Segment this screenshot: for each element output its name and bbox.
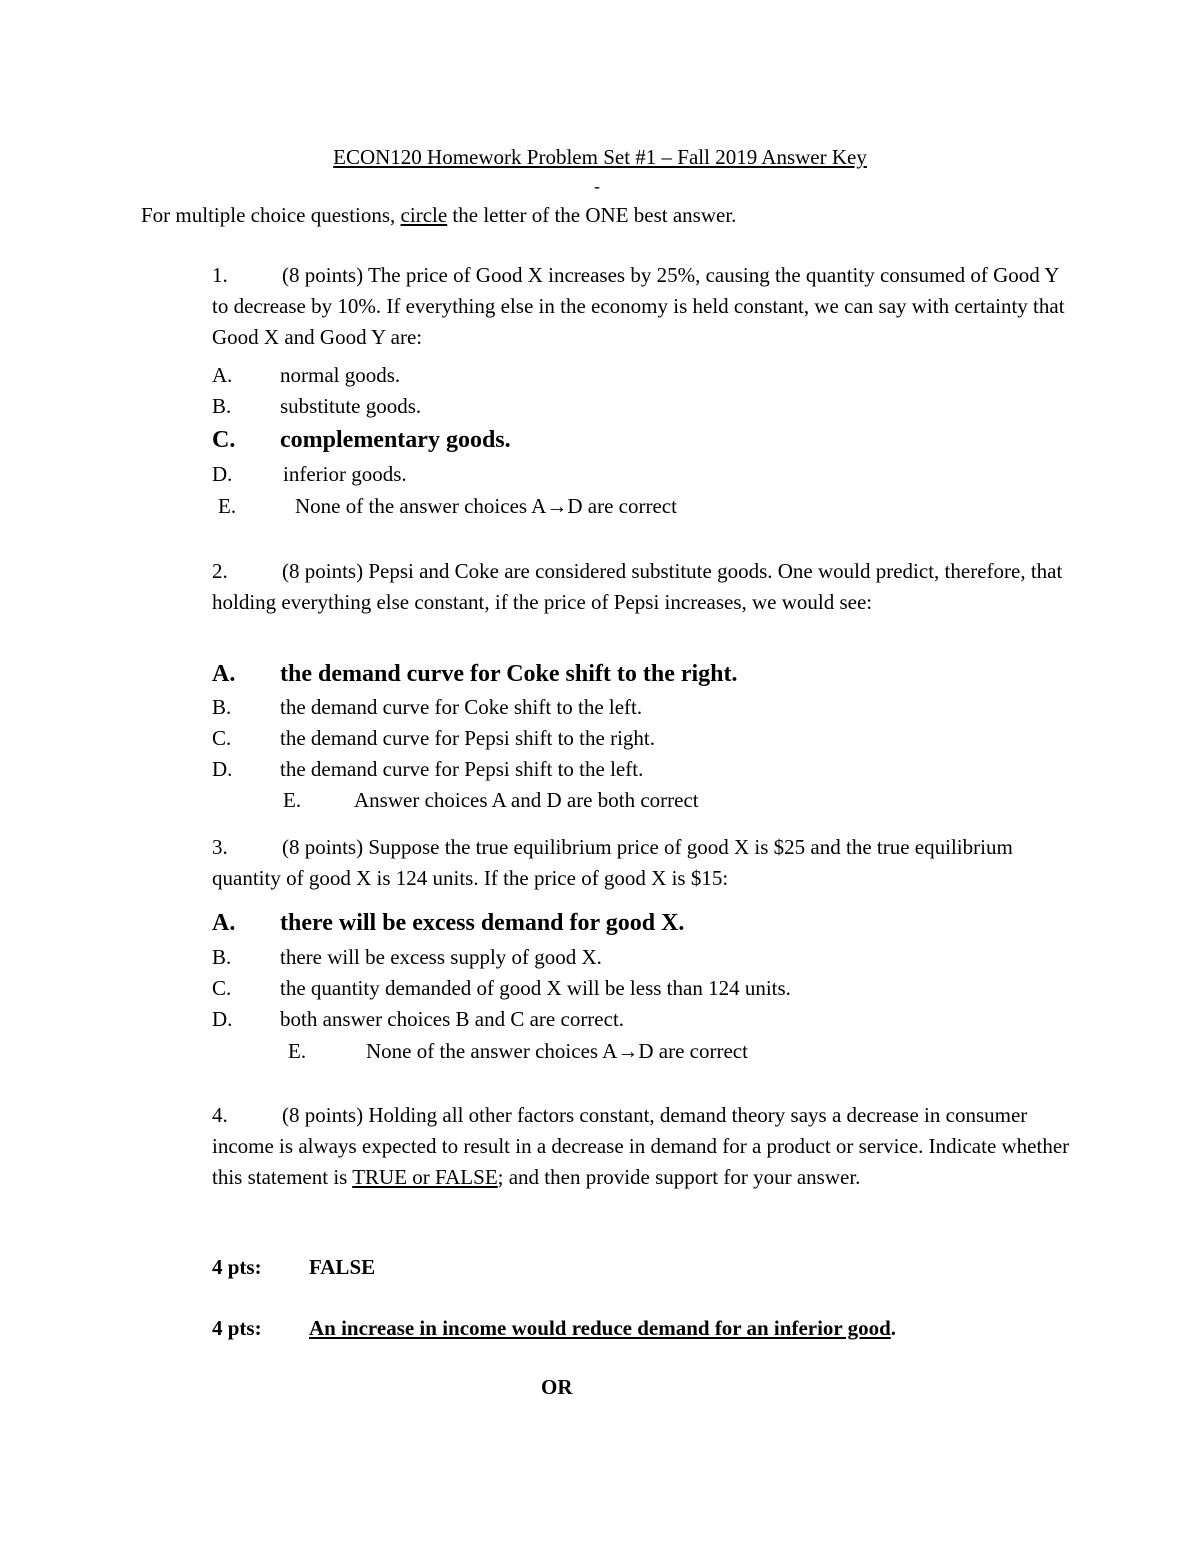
q3-choice-a-text: there will be excess demand for good X. xyxy=(280,910,685,936)
q2-choice-e xyxy=(283,785,699,816)
q4-answer-1-text: FALSE xyxy=(309,1255,376,1279)
instructions-circle: circle xyxy=(400,203,448,227)
q1-choice-a-text: normal goods. xyxy=(280,363,401,387)
q1-choice-e-letter: E. xyxy=(218,494,237,518)
instructions-prefix: For multiple choice questions, xyxy=(141,203,401,227)
question-1-number: 1. xyxy=(212,263,228,287)
q3-choice-d-letter: D. xyxy=(212,1007,233,1031)
q3-choice-c-letter: C. xyxy=(212,976,232,1000)
q2-choice-b-text: the demand curve for Coke shift to the left. xyxy=(280,695,643,719)
question-2-stem: (8 points) Pepsi and Coke are considered substitute goods. One would predict, therefore, that holding everything else constant, if the price of Pepsi increases, we would see: xyxy=(212,559,1063,614)
q3-choice-b-text: there will be excess supply of good X. xyxy=(280,945,602,969)
question-2-number: 2. xyxy=(212,559,228,583)
q2-choice-b-letter: B. xyxy=(212,695,232,719)
q2-choice-b xyxy=(212,692,642,723)
q1-choice-c-letter: C. xyxy=(212,427,236,453)
q3-choice-e xyxy=(288,1036,748,1067)
instructions-suffix: the letter of the ONE best answer. xyxy=(447,203,737,227)
q4-answer-2 xyxy=(212,1313,896,1344)
q3-choice-d-text: both answer choices B and C are correct. xyxy=(280,1007,625,1031)
q1-choice-b-text: substitute goods. xyxy=(280,394,422,418)
q4-answer-1 xyxy=(212,1252,375,1283)
q1-choice-a xyxy=(212,360,400,391)
q2-choice-a-correct xyxy=(212,658,738,690)
q4-answer-2-text: An increase in income would reduce demand for an inferior good xyxy=(309,1316,891,1340)
q1-choice-c-text: complementary goods. xyxy=(280,427,511,453)
question-3 xyxy=(212,832,1072,894)
question-4-stem-before: (8 points) Holding all other factors constant, demand theory says a decrease in consumer income is always expected to result in a decrease in demand for a product or service. Indicate whether this statement is xyxy=(212,1103,1070,1189)
question-4 xyxy=(212,1100,1072,1193)
q2-choice-c xyxy=(212,723,655,754)
q2-choice-c-letter: C. xyxy=(212,726,232,750)
question-2 xyxy=(212,556,1072,618)
question-4-true-false: TRUE or FALSE xyxy=(352,1165,498,1189)
q3-choice-e-letter: E. xyxy=(288,1039,307,1063)
q1-choice-d-text: inferior goods. xyxy=(283,462,407,486)
q2-choice-e-letter: E. xyxy=(283,788,302,812)
q1-choice-b xyxy=(212,391,421,422)
q1-choice-d xyxy=(212,459,407,490)
page-title: ECON120 Homework Problem Set #1 – Fall 2019 Answer Key xyxy=(333,145,867,169)
q4-answer-2-period: . xyxy=(890,1316,897,1340)
q1-choice-c-correct xyxy=(212,424,511,456)
q2-choice-d xyxy=(212,754,643,785)
q1-choice-d-letter: D. xyxy=(212,462,233,486)
q1-choice-e xyxy=(218,491,677,522)
q2-choice-d-letter: D. xyxy=(212,757,233,781)
q3-choice-e-text: None of the answer choices A→D are correct xyxy=(366,1039,748,1063)
question-4-stem-after: ; and then provide support for your answer. xyxy=(497,1165,861,1189)
question-4-number: 4. xyxy=(212,1103,228,1127)
q4-answer-2-points: 4 pts: xyxy=(212,1316,262,1340)
question-1 xyxy=(212,260,1072,353)
question-1-stem: (8 points) The price of Good X increases by 25%, causing the quantity consumed of Good Y to decrease by 10%. If everything else in the economy is held constant, we can say with certainty that Good X and Good Y are: xyxy=(212,263,1065,349)
q3-choice-a-correct xyxy=(212,907,684,939)
or-separator: OR xyxy=(541,1375,573,1399)
instructions xyxy=(141,200,736,231)
q2-choice-a-text: the demand curve for Coke shift to the right. xyxy=(280,661,738,687)
q3-choice-d xyxy=(212,1004,624,1035)
q3-choice-c-text: the quantity demanded of good X will be less than 124 units. xyxy=(280,976,791,1000)
question-3-number: 3. xyxy=(212,835,228,859)
q3-choice-c xyxy=(212,973,791,1004)
q2-choice-a-letter: A. xyxy=(212,661,236,687)
q1-choice-a-letter: A. xyxy=(212,363,233,387)
q3-choice-b xyxy=(212,942,602,973)
title-dash: - xyxy=(594,176,600,196)
q1-choice-b-letter: B. xyxy=(212,394,232,418)
q4-answer-1-points: 4 pts: xyxy=(212,1255,262,1279)
q2-choice-e-text: Answer choices A and D are both correct xyxy=(354,788,699,812)
q3-choice-b-letter: B. xyxy=(212,945,232,969)
q2-choice-c-text: the demand curve for Pepsi shift to the right. xyxy=(280,726,655,750)
q3-choice-a-letter: A. xyxy=(212,910,236,936)
question-3-stem: (8 points) Suppose the true equilibrium price of good X is $25 and the true equilibrium quantity of good X is 124 units. If the price of good X is $15: xyxy=(212,835,1013,890)
q1-choice-e-text: None of the answer choices A→D are correct xyxy=(295,494,677,518)
q2-choice-d-text: the demand curve for Pepsi shift to the left. xyxy=(280,757,644,781)
